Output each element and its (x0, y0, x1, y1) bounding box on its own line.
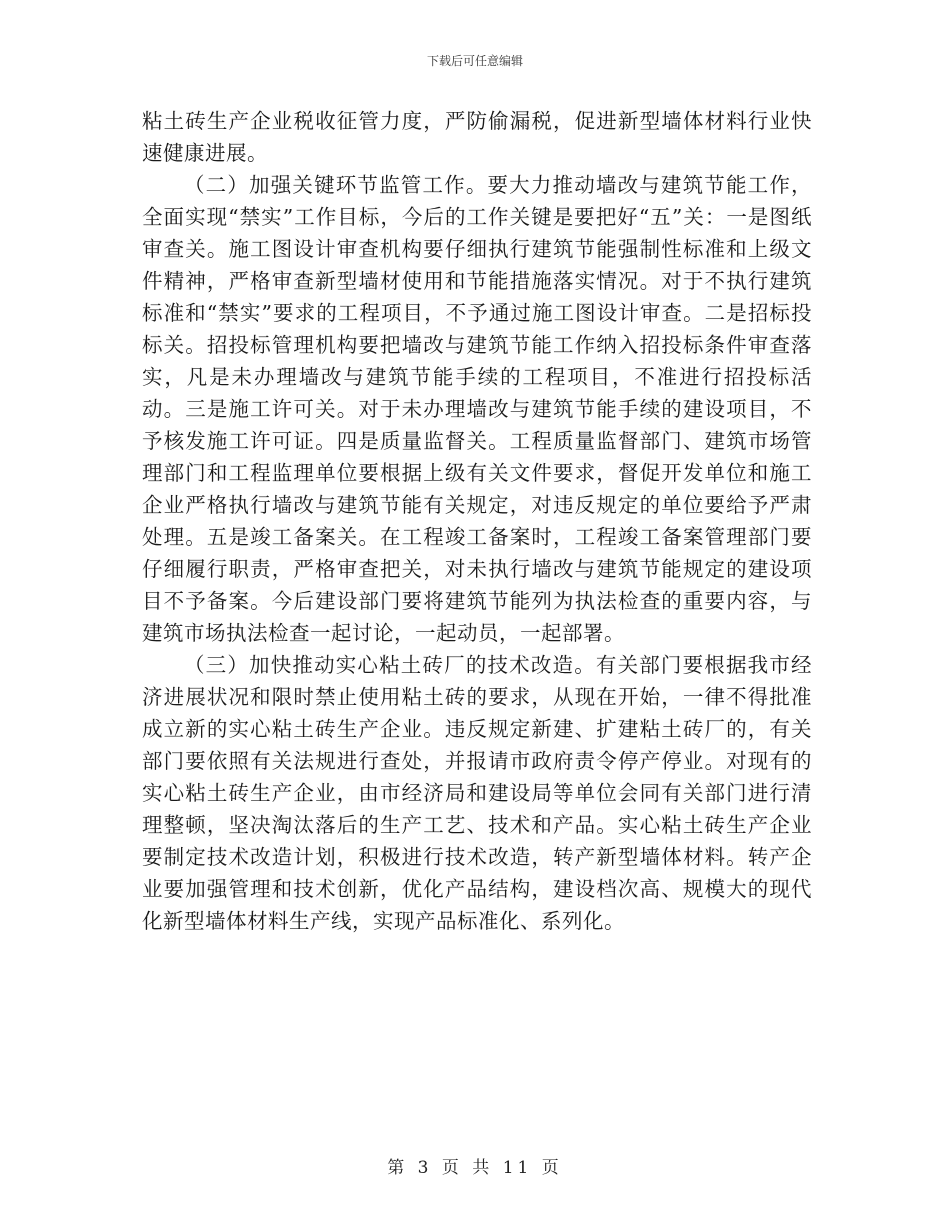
paragraph-continuation: 粘土砖生产企业税收征管力度，严防偷漏税，促进新型墙体材料行业快速健康进展。 (142, 109, 812, 165)
page-header: 下载后可任意编辑 (426, 54, 523, 68)
paragraph-section-2: （二）加强关键环节监管工作。要大力推动墙改与建筑节能工作，全面实现“禁实”工作目标，今后的工作关键是要把好“五”关：一是图纸审查关。施工图设计审查机构要仔细执行建筑节能强制性标准和上级文件精神，严格审查新型墙材使用和节能措施落实情况。对于不执行建筑标准和“禁实”要求的工程项目，不予通过施工图设计审查。二是招标投标关。招投标管理机构要把墙改与建筑节能工作纳入招投标条件审查落实，凡是未办理墙改与建筑节能手续的工程项目，不准进行招投标活动。三是施工许可关。对于未办理墙改与建筑节能手续的建设项目，不予核发施工许可证。四是质量监督关。工程质量监督部门、建筑市场管理部门和工程监理单位要根据上级有关文件要求，督促开发单位和施工企业严格执行墙改与建筑节能有关规定，对违反规定的单位要给予严肃处理。五是竣工备案关。在工程竣工备案时，工程竣工备案管理部门要仔细履行职责，严格审查把关，对未执行墙改与建筑节能规定的建设项目不予备案。今后建设部门要将建筑节能列为执法检查的重要内容，与建筑市场执法检查一起讨论，一起动员，一起部署。 (142, 173, 812, 645)
page-number-footer: 第 3 页 共 11 页 (387, 1158, 563, 1178)
document-body (142, 105, 812, 937)
paragraph-section-3: （三）加快推动实心粘土砖厂的技术改造。有关部门要根据我市经济进展状况和限时禁止使用粘土砖的要求，从现在开始，一律不得批准成立新的实心粘土砖生产企业。违反规定新建、扩建粘土砖厂的，有关部门要依照有关法规进行查处，并报请市政府责令停产停业。对现有的实心粘土砖生产企业，由市经济局和建设局等单位会同有关部门进行清理整顿，坚决淘汰落后的生产工艺、技术和产品。实心粘土砖生产企业要制定技术改造计划，积极进行技术改造，转产新型墙体材料。转产企业要加强管理和技术创新，优化产品结构，建设档次高、规模大的现代化新型墙体材料生产线，实现产品标准化、系列化。 (142, 653, 812, 933)
